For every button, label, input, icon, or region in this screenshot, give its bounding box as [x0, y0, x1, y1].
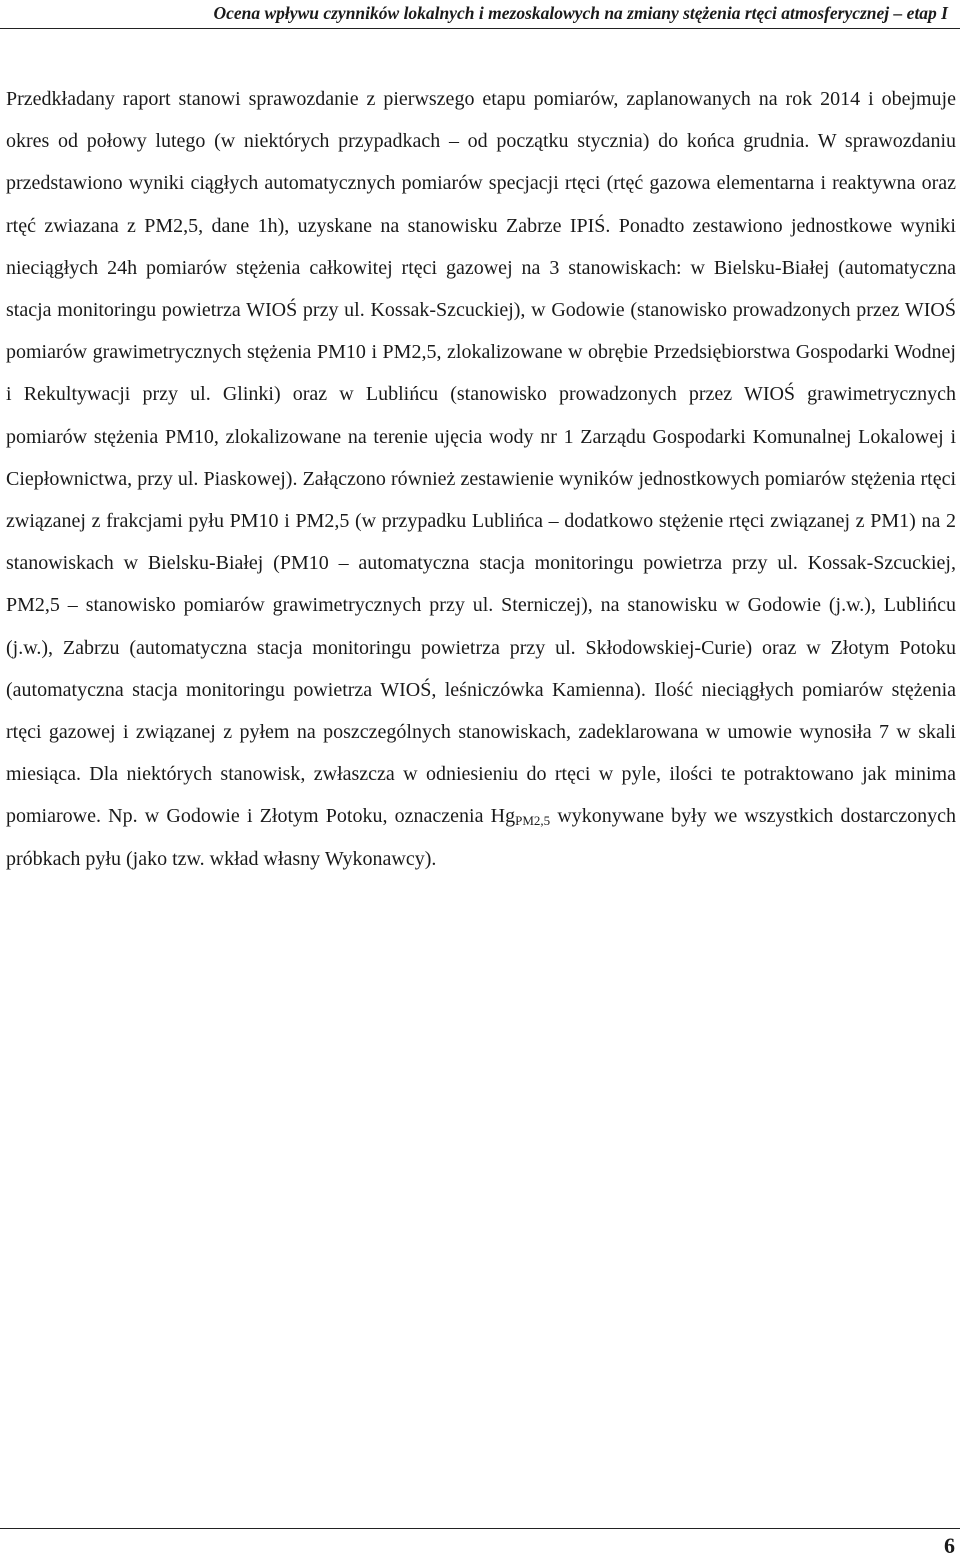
page-header — [0, 0, 960, 29]
body-paragraph — [6, 78, 956, 880]
paragraph-text-part1: Przedkładany raport stanowi sprawozdanie z pierwszego etapu pomiarów, zaplanowanych na rok 2014 i obejmuje okres od połowy lutego (w niektórych przypadkach – od początku stycznia) do końca grudnia. W sprawozdaniu przedstawiono wyniki ciągłych automatycznych pomiarów specjacji rtęci (rtęć gazowa elementarna i reaktywna oraz rtęć zwiazana z PM2,5, dane 1h), uzyskane na stanowisku Zabrze IPIŚ. Ponadto zestawiono jednostkowe wyniki nieciągłych 24h pomiarów stężenia całkowitej rtęci gazowej na 3 stanowiskach: w Bielsku-Białej (automatyczna stacja monitoringu powietrza WIOŚ przy ul. Kossak-Szcuckiej), w Godowie (stanowisko prowadzonych przez WIOŚ pomiarów grawimetrycznych stężenia PM10 i PM2,5, zlokalizowane w obrębie Przedsiębiorstwa Gospodarki Wodnej i Rekultywacji przy ul. Glinki) oraz w Lublińcu (stanowisko prowadzonych przez WIOŚ grawimetrycznych pomiarów stężenia PM10, zlokalizowane na terenie ujęcia wody nr 1 Zarządu Gospodarki Komunalnej Lokalowej i Ciepłownictwa, przy ul. Piaskowej). Załączono również zestawienie wyników jednostkowych pomiarów stężenia rtęci związanej z frakcjami pyłu PM10 i PM2,5 (w przypadku Lublińca – dodatkowo stężenie rtęci związanej z PM1) na 2 stanowiskach w Bielsku-Białej (PM10 – automatyczna stacja monitoringu powietrza przy ul. Kossak-Szcuckiej, PM2,5 – stanowisko pomiarów grawimetrycznych przy ul. Sterniczej), na stanowisku w Godowie (j.w.), Lublińcu (j.w.), Zabrzu (automatyczna stacja monitoringu powietrza przy ul. Skłodowskiej-Curie) oraz w Złotym Potoku (automatyczna stacja monitoringu powietrza WIOŚ, leśniczówka Kamienna). Ilość nieciągłych pomiarów stężenia rtęci gazowej i związanej z pyłem na poszczególnych stanowiskach, zadeklarowana w umowie wynosiła 7 w skali miesiąca. Dla niektórych stanowisk, zwłaszcza w odniesieniu do rtęci w pyle, ilości te potraktowano jak minima pomiarowe. Np. w Godowie i Złotym Potoku, oznaczenia Hg — [6, 88, 956, 828]
page-number: 6 — [944, 1533, 955, 1558]
subscript-pm25: PM2,5 — [515, 813, 551, 829]
page-footer — [0, 1528, 960, 1563]
header-title: Ocena wpływu czynników lokalnych i mezoskalowych na zmiany stężenia rtęci atmosferycznej – etap I — [213, 3, 948, 23]
paragraph-text-part2: wykonywane były we wszystkich dostarczonych próbkach pyłu (jako tzw. wkład własny Wykonawcy). — [6, 805, 956, 870]
